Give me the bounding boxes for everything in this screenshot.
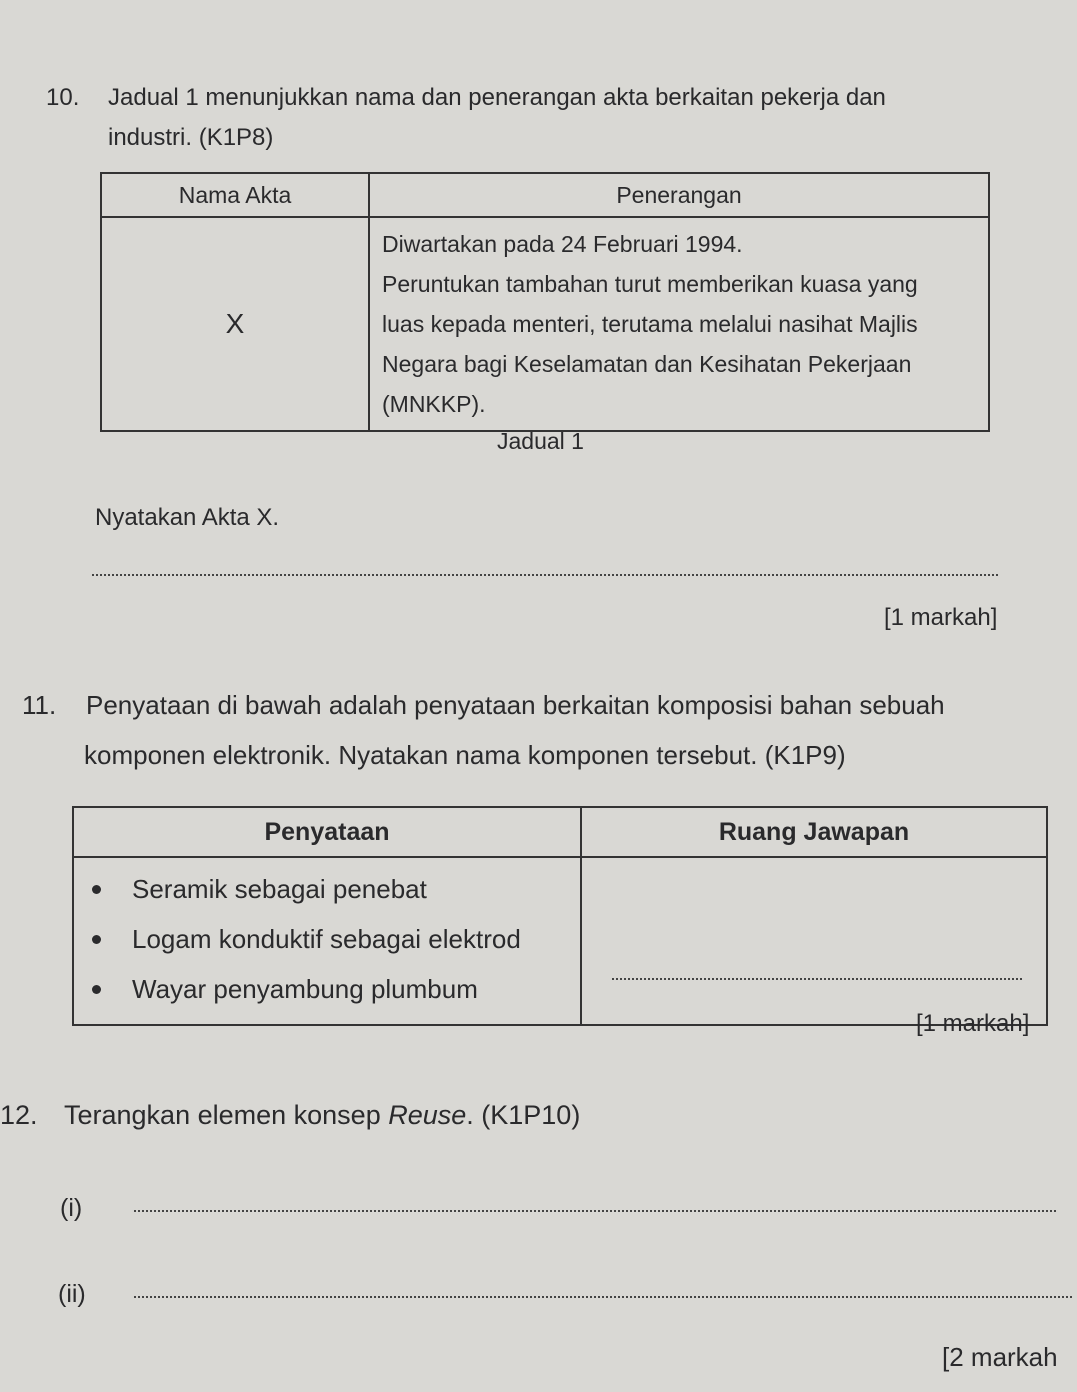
q10-header-desc: Penerangan [369, 173, 989, 217]
q11-answer-space[interactable] [581, 857, 1047, 1025]
q10-description [369, 217, 989, 431]
q10-desc-line: Diwartakan pada 24 Februari 1994. [382, 231, 743, 257]
q12-text-italic: Reuse [388, 1100, 467, 1130]
q11-bullet-item: Wayar penyambung plumbum [74, 964, 580, 1014]
q11-statements [73, 857, 581, 1025]
q12-marks: [2 markah [942, 1342, 1058, 1372]
q12-text [64, 1100, 580, 1131]
q12-text-prefix: Terangkan elemen konsep [64, 1100, 389, 1130]
q12-part1-label: (i) [60, 1194, 83, 1222]
q10-desc-line: luas kepada menteri, terutama melalui nasihat Majlis [382, 311, 918, 337]
q10-desc-line: (MNKKP). [382, 391, 486, 417]
q10-table-caption: Jadual 1 [497, 428, 584, 454]
q12-part1-answer-line[interactable] [134, 1210, 1056, 1212]
q10-table [100, 172, 990, 432]
q10-header-name: Nama Akta [101, 173, 369, 217]
q12-part2-answer-line[interactable] [134, 1296, 1072, 1298]
q10-desc-line: Peruntukan tambahan turut memberikan kuasa yang [382, 271, 918, 297]
q11-answer-line[interactable] [612, 978, 1022, 980]
q11-bullet-item: Logam konduktif sebagai elektrod [74, 914, 580, 964]
q10-prompt: Nyatakan Akta X. [95, 504, 280, 531]
q11-header-statement: Penyataan [73, 807, 581, 857]
q10-answer-line[interactable] [92, 574, 998, 576]
q12-part2-label: (ii) [58, 1280, 86, 1308]
q11-bullet-item: Seramik sebagai penebat [74, 864, 580, 914]
q10-desc-line: Negara bagi Keselamatan dan Kesihatan Pekerjaan [382, 351, 912, 377]
q10-act-name-x: X [101, 217, 369, 431]
q10-marks: [1 markah] [884, 604, 998, 631]
q11-text-line2: komponen elektronik. Nyatakan nama komponen tersebut. (K1P9) [84, 740, 846, 770]
q10-text-line2: industri. (K1P8) [108, 124, 274, 151]
q10-number: 10. [46, 84, 80, 111]
q11-number: 11. [22, 690, 57, 720]
q11-marks: [1 markah] [916, 1010, 1030, 1037]
q12-number: 12. [0, 1100, 38, 1130]
q11-text-line1: Penyataan di bawah adalah penyataan berkaitan komposisi bahan sebuah [86, 690, 945, 720]
q10-text-line1: Jadual 1 menunjukkan nama dan penerangan akta berkaitan pekerja dan [108, 84, 886, 111]
q11-header-answer: Ruang Jawapan [581, 807, 1047, 857]
q11-table [72, 806, 1048, 1026]
q12-text-suffix: . (K1P10) [466, 1100, 581, 1130]
